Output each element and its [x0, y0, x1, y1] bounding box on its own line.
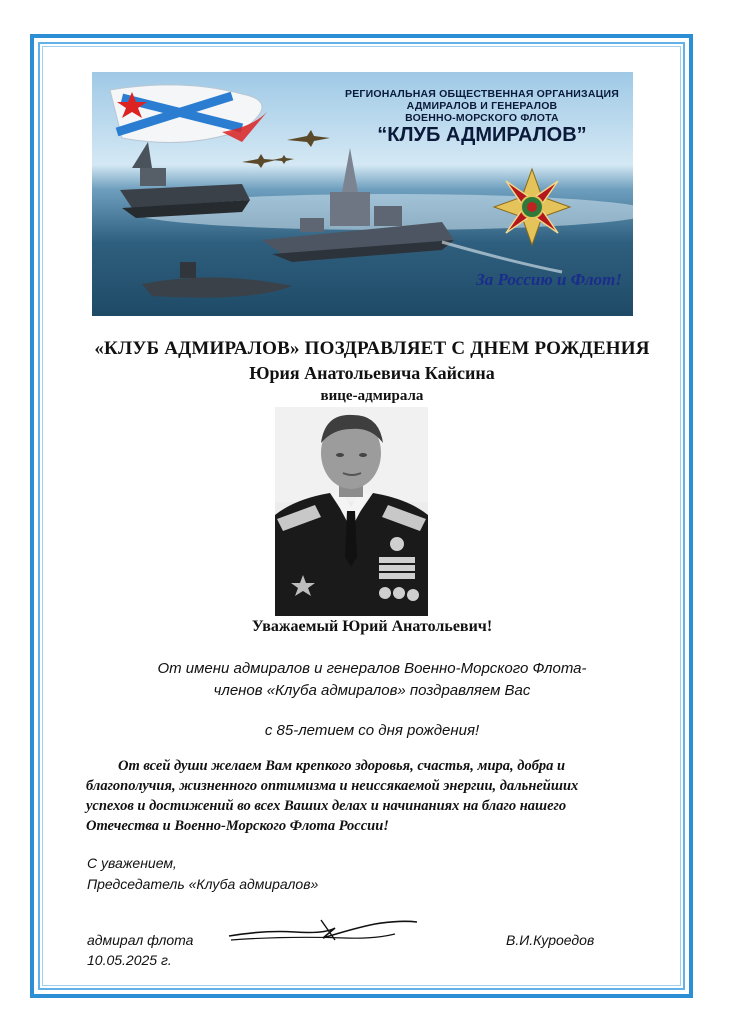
header-banner — [92, 72, 633, 316]
motto: За Россию и Флот! — [476, 270, 622, 289]
portrait-photo — [275, 407, 428, 616]
letter-headline: «КЛУБ АДМИРАЛОВ» ПОЗДРАВЛЯЕТ С ДНЕМ РОЖДЕНИЯ — [94, 338, 650, 359]
regards-line: С уважением, — [87, 855, 177, 871]
org-title-line: АДМИРАЛОВ И ГЕНЕРАЛОВ — [406, 100, 558, 112]
wish-line: Отечества и Военно-Морского Флота России! — [86, 818, 389, 834]
portrait-image — [275, 407, 428, 616]
signer-name: В.И.Куроедов — [506, 932, 595, 948]
letter-date: 10.05.2025 г. — [87, 952, 172, 968]
club-name: “КЛУБ АДМИРАЛОВ” — [377, 124, 587, 146]
wish-line: благополучия, жизненного оптимизма и неиссякаемой энергии, дальнейших — [86, 778, 579, 794]
handwritten-signature — [225, 914, 425, 944]
greeting-paragraph-line: От имени адмиралов и генералов Военно-Морского Флота- — [157, 660, 587, 677]
order-emblem-image — [494, 169, 570, 245]
chairman-title: Председатель «Клуба адмиралов» — [87, 876, 319, 892]
anniversary-line: с 85-летием со дня рождения! — [264, 722, 480, 739]
wish-line: От всей души желаем Вам крепкого здоровья, счастья, мира, добра и — [118, 758, 566, 774]
org-title-line: РЕГИОНАЛЬНАЯ ОБЩЕСТВЕННАЯ ОРГАНИЗАЦИЯ — [345, 88, 619, 100]
naval-flag-image — [110, 85, 267, 143]
aircraft-image — [242, 130, 330, 168]
submarine-image — [142, 262, 292, 298]
org-title-line: ВОЕННО-МОРСКОГО ФЛОТА — [405, 112, 559, 124]
recipient-name: Юрия Анатольевича Кайсина — [249, 363, 495, 383]
signer-rank: адмирал флота — [87, 932, 194, 948]
salutation: Уважаемый Юрий Анатольевич! — [251, 618, 493, 635]
aircraft-carrier-image — [120, 142, 250, 218]
greeting-paragraph-line: членов «Клуба адмиралов» поздравляем Вас — [213, 682, 531, 699]
recipient-rank: вице-адмирала — [320, 388, 424, 404]
wish-line: успехов и достижений во всех Ваших делах и начинаниях на благо нашего — [86, 798, 567, 814]
